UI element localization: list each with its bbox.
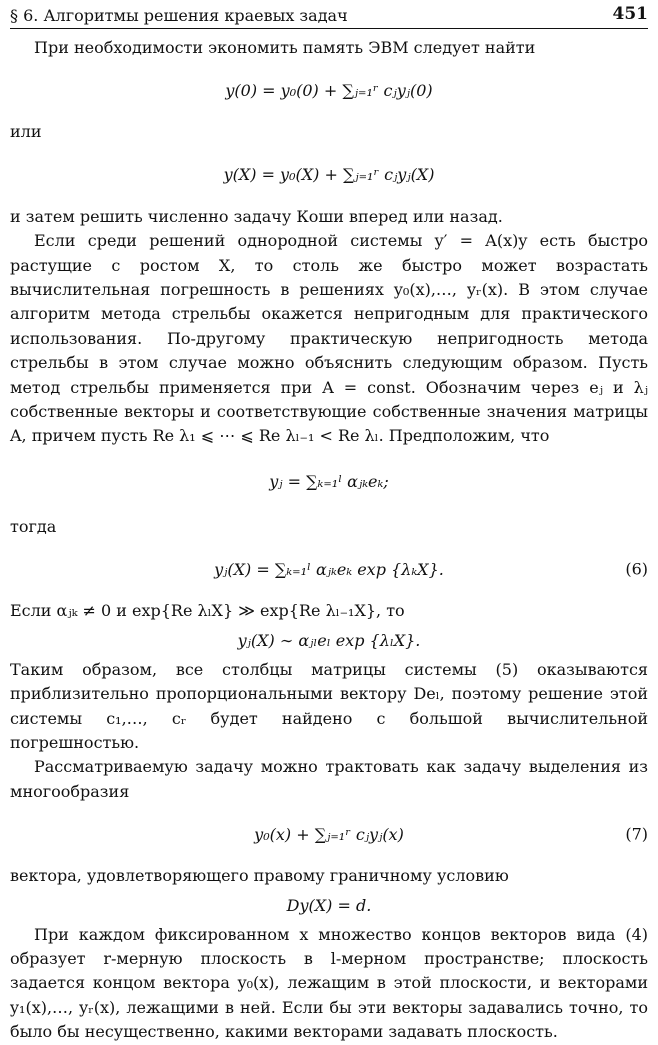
paragraph-2: или <box>10 122 42 142</box>
paragraph-8: Рассматриваемую задачу можно трактовать как задачу выделения из многообразия <box>10 757 648 801</box>
paragraph-4: Если среди решений однородной системы y′ = A(x)y есть быстро растущие с ростом X, то столь же быстро может возрастать вычислительная погрешность в решениях y₀(x),…, yᵣ(x). В этом случае алгоритм метода стрельбы окажется непригодным для практического использования. По-другому практическую непригодность метода стрельбы в этом случае можно объяснить следующим образом. Пусть метод стрельбы применяется при A = const. Обозначим через eⱼ и λⱼ собственные векторы и соответствующие собственные значения матрицы A, причем пусть Re λ₁ ⩽ ⋯ ⩽ Re λₗ₋₁ < Re λₗ. Предположим, что <box>10 231 648 446</box>
formula-4: yⱼ(X) = ∑ₖ₌₁ˡ αⱼₖeₖ exp {λₖX}. <box>214 559 444 579</box>
paragraph-1: При необходимости экономить память ЭВМ следует найти <box>34 38 536 57</box>
formula-1-block <box>10 60 648 120</box>
header-rule <box>10 28 648 29</box>
equation-number-6: (6) <box>625 559 648 579</box>
paragraph-9: вектора, удовлетворяющего правому граничному условию <box>10 866 509 886</box>
formula-6-block <box>10 804 648 864</box>
paragraph-6: Если αⱼₖ ≠ 0 и exp{Re λₗX} ≫ exp{Re λₗ₋₁X}, то <box>10 601 405 621</box>
formula-3: yⱼ = ∑ₖ₌₁ˡ αⱼₖeₖ; <box>269 472 389 492</box>
paragraph-7: Таким образом, все столбцы матрицы системы (5) оказываются приблизительно пропорциональными вектору Deₗ, поэтому решение этой системы c₁,…, cᵣ будет найдено с большой вычислительной погрешностью. <box>10 659 648 752</box>
page-body <box>10 36 648 1045</box>
formula-7-block <box>10 889 648 923</box>
equation-number-7: (7) <box>625 824 648 844</box>
running-header <box>10 0 648 30</box>
formula-2-block <box>10 145 648 205</box>
paragraph-5: тогда <box>10 516 57 536</box>
page-number: 451 <box>612 4 648 24</box>
formula-2: y(X) = y₀(X) + ∑ⱼ₌₁ʳ cⱼyⱼ(X) <box>223 165 435 185</box>
paragraph-3: и затем решить численно задачу Коши вперед или назад. <box>10 206 503 226</box>
formula-4-block <box>10 539 648 599</box>
formula-6: y₀(x) + ∑ⱼ₌₁ʳ cⱼyⱼ(x) <box>254 824 404 844</box>
formula-7: Dy(X) = d. <box>286 896 372 916</box>
formula-1: y(0) = y₀(0) + ∑ⱼ₌₁ʳ cⱼyⱼ(0) <box>225 80 433 100</box>
paragraph-10: При каждом фиксированном x множество концов векторов вида (4) образует r-мерную плоскость в l-мерном пространстве; плоскость задается концом вектора y₀(x), лежащим в этой плоскости, и векторами y₁(x),…, yᵣ(x), лежащими в ней. Если бы эти векторы задавались точно, то было бы несущественно, какими векторами задавать плоскость. <box>10 924 648 1042</box>
formula-5: yⱼ(X) ∼ αⱼₗeₗ exp {λₗX}. <box>237 631 421 651</box>
section-title: § 6. Алгоритмы решения краевых задач <box>10 6 348 25</box>
formula-5-block <box>10 624 648 658</box>
formula-3-block <box>10 449 648 515</box>
